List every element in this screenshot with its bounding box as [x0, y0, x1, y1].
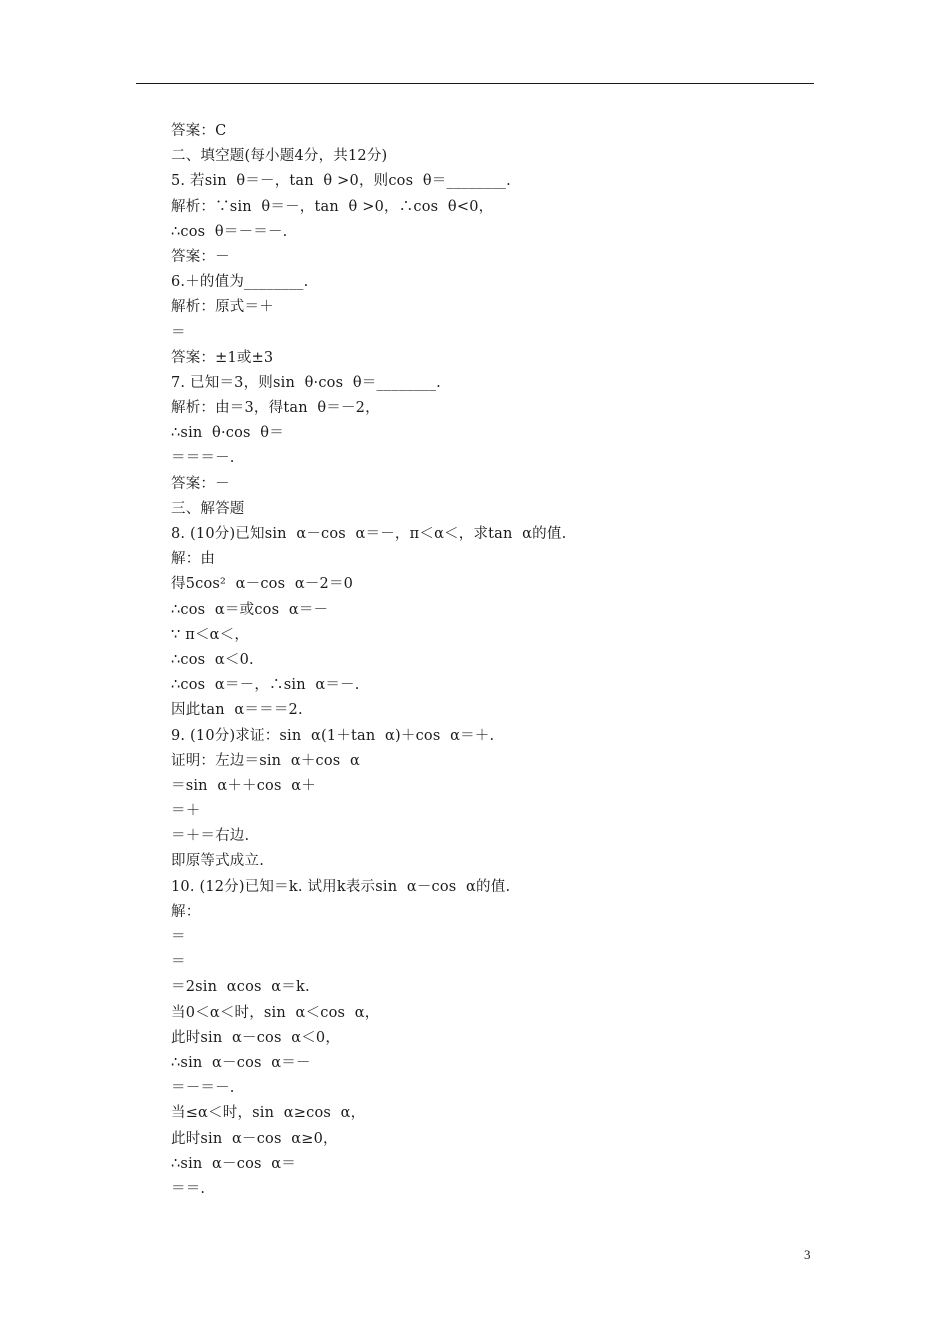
question-8: 8. (10分)已知sin α－cos α＝－，π＜α＜，求tan α的值.	[171, 526, 567, 542]
text-line: 答案：C	[171, 123, 227, 139]
document-body	[171, 119, 811, 1202]
text-line: ＝＋	[171, 803, 201, 820]
text-line: 当≤α＜时，sin α≥cos α，	[171, 1105, 366, 1122]
text-line: ∴cos α＝－，∴sin α＝－.	[171, 677, 360, 694]
question-9: 9. (10分)求证：sin α(1＋tan α)＋cos α＝＋.	[171, 727, 495, 744]
text-line: ∴sin α－cos α＝	[171, 1155, 296, 1172]
text-line: ∴cos α＜0.	[171, 651, 254, 668]
page-number: 3	[804, 1247, 811, 1262]
text-line: 解：由	[171, 551, 216, 568]
text-line: 即原等式成立.	[171, 853, 265, 870]
text-line: 解：	[171, 903, 201, 920]
text-line: ＝	[171, 929, 186, 945]
text-line: ＝＝＝－.	[171, 450, 235, 467]
text-line: 解析：由＝3，得tan θ＝－2，	[171, 400, 380, 417]
text-line: ∴sin α－cos α＝－	[171, 1054, 311, 1071]
text-line: 当0＜α＜时，sin α＜cos α，	[171, 1004, 380, 1021]
text-line: ＝＋＝右边.	[171, 828, 250, 845]
text-line: ∵ π＜α＜，	[171, 626, 250, 643]
text-line: ＝	[171, 324, 186, 341]
text-line: ＝	[171, 954, 186, 971]
text-line: ∴sin θ·cos θ＝	[171, 425, 284, 442]
question-10: 10. (12分)已知＝k. 试用k表示sin α－cos α的值.	[171, 878, 511, 895]
text-line: ＝2sin αcos α＝k.	[171, 979, 310, 996]
text-line: 因此tan α＝＝＝2.	[171, 702, 303, 719]
text-line: 解析：∵sin θ＝－，tan θ >0，∴cos θ<0，	[171, 198, 494, 215]
text-line: ＝＝.	[171, 1180, 206, 1197]
answer-line: 答案：－	[171, 248, 230, 265]
question-5: 5. 若sin θ＝－，tan θ >0，则cos θ＝________.	[171, 173, 511, 190]
answer-line: 答案：±1或±3	[171, 349, 274, 366]
section-heading: 二、填空题(每小题4分，共12分)	[171, 148, 388, 165]
question-6: 6.＋的值为________.	[171, 274, 309, 291]
text-line: ＝sin α＋＋cos α＋	[171, 777, 316, 794]
section-heading: 三、解答题	[171, 500, 245, 517]
text-line: 此时sin α－cos α＜0，	[171, 1029, 341, 1046]
header-rule	[136, 83, 814, 84]
text-line: 得5cos² α－cos α－2＝0	[171, 576, 354, 593]
answer-line: 答案：－	[171, 475, 230, 492]
text-line: ∴cos α＝或cos α＝－	[171, 601, 329, 618]
text-line: 证明：左边＝sin α＋cos α	[171, 752, 361, 769]
text-line: 解析：原式＝＋	[171, 299, 274, 316]
text-line: ＝－＝－.	[171, 1080, 235, 1097]
question-7: 7. 已知＝3，则sin θ·cos θ＝________.	[171, 374, 441, 391]
text-line: 此时sin α－cos α≥0，	[171, 1130, 338, 1147]
text-line: ∴cos θ＝－＝－.	[171, 223, 288, 240]
